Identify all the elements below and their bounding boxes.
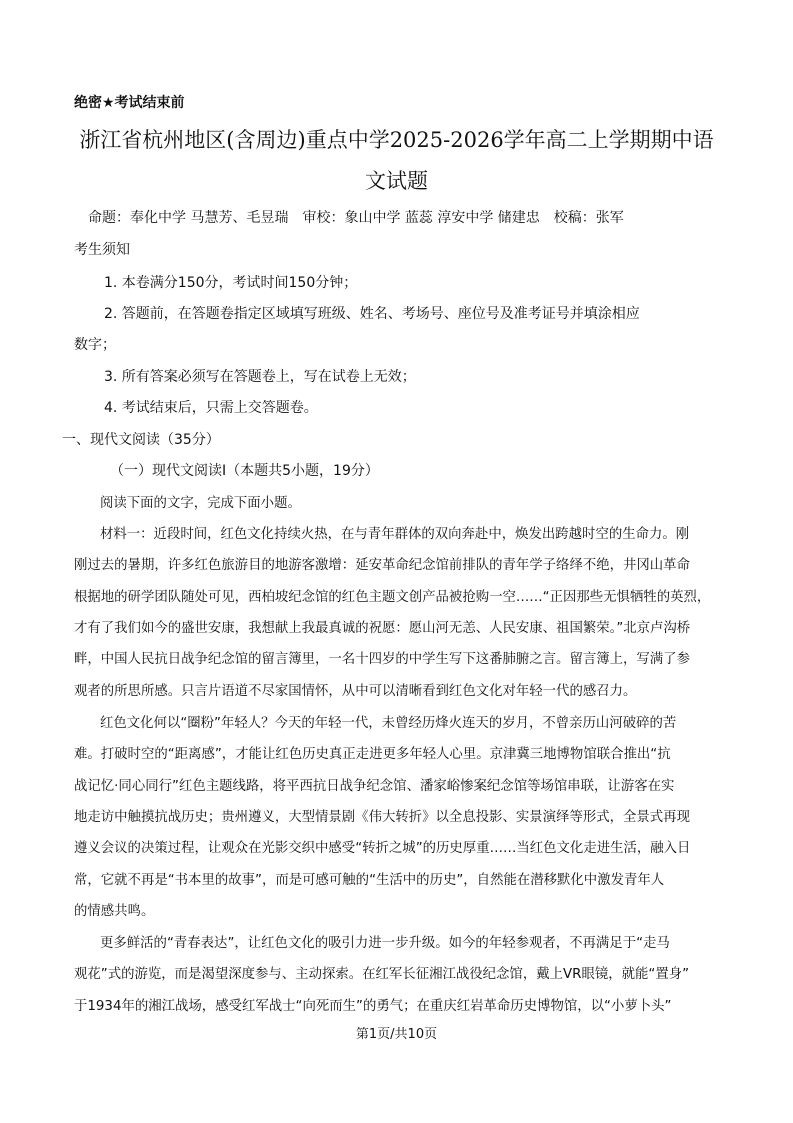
material-line: 难。打破时空的“距离感”，才能让红色历史真正走进更多年轻人心里。京津冀三地博物馆联合推出“抗: [74, 747, 671, 762]
section-heading: 一、现代文阅读（35分）: [62, 432, 220, 448]
page-title-continued: 文试题: [365, 169, 428, 193]
notice-item: 2. 答题前，在答题卷指定区域填写班级、姓名、考场号、座位号及准考证号并填涂相应: [104, 306, 640, 322]
material-line: 刚过去的暑期，许多红色旅游目的地游客激增：延安革命纪念馆前排队的青年学子络绎不绝，井冈山革命: [74, 558, 690, 573]
material-line: 观花”式的游览，而是渴望深度参与、主动探索。在红军长征湘江战役纪念馆，戴上VR眼镜，就能“置身”: [74, 967, 690, 982]
material-line: 根据地的研学团队随处可见，西柏坡纪念馆的红色主题文创产品被抢购一空……“正因那些无惧牺牲的英烈，: [74, 590, 711, 605]
notice-item: 数字；: [74, 337, 116, 353]
material-line: 畔，中国人民抗日战争纪念馆的留言簿里，一名十四岁的中学生写下这番肺腑之言。留言簿上，写满了参: [74, 652, 690, 667]
notice-item: 1. 本卷满分150分，考试时间150分钟；: [104, 275, 358, 291]
notice-item: 3. 所有答案必须写在答题卷上，写在试卷上无效；: [104, 369, 416, 385]
material-line: 遵义会议的决策过程，让观众在光影交织中感受“转折之城”的历史厚重……当红色文化走进生活，融入日: [74, 841, 691, 856]
material-line: 战记忆·同心同行”红色主题线路，将平西抗日战争纪念馆、潘家峪惨案纪念馆等场馆串联，让游客在实: [74, 779, 675, 794]
page-title: 浙江省杭州地区(含周边)重点中学2025-2026学年高二上学期期中语: [79, 128, 714, 152]
section-sub-heading: （一）现代文阅读Ⅰ（本题共5小题，19分）: [110, 463, 379, 479]
material-line: 红色文化何以“圈粉”年轻人？今天的年轻一代，未曾经历烽火连天的岁月，不曾亲历山河破碎的苦: [100, 716, 677, 731]
notice-heading: 考生须知: [74, 242, 130, 258]
material-line: 常，它就不再是“书本里的故事”，而是可感可触的“生活中的历史”，自然能在潜移默化中激发青年人: [74, 873, 665, 888]
material-line: 地走访中触摸抗战历史；贵州遵义，大型情景剧《伟大转折》以全息投影、实景演绎等形式，全景式再现: [74, 810, 690, 825]
secret-label: 绝密★考试结束前: [74, 95, 185, 111]
material-line: 观者的所思所感。只言片语道不尽家国情怀，从中可以清晰看到红色文化对年轻一代的感召力。: [74, 684, 637, 699]
page-footer: 第1页/共10页: [355, 1027, 438, 1042]
material-line: 才有了我们如今的盛世安康，我想献上我最真诚的祝愿：愿山河无恙、人民安康、祖国繁荣。”北京卢沟桥: [74, 621, 691, 636]
material-line: 材料一：近段时间，红色文化持续火热，在与青年群体的双向奔赴中，焕发出跨越时空的生命力。刚: [100, 527, 690, 542]
notice-item: 4. 考试结束后，只需上交答题卷。: [104, 400, 318, 416]
instruction-text: 阅读下面的文字，完成下面小题。: [100, 496, 301, 511]
material-line: 更多鲜活的“青春表达”，让红色文化的吸引力进一步升级。如今的年轻参观者，不再满足于“走马: [100, 936, 670, 951]
material-line: 的情感共鸣。: [74, 904, 155, 919]
material-line: 于1934年的湘江战场，感受红军战士“向死而生”的勇气；在重庆红岩革命历史博物馆，以“小萝卜头”: [74, 999, 672, 1014]
credits-line: 命题：奉化中学 马慧芳、毛昱瑞 审校：象山中学 蓝蕊 淳安中学 储建忠 校稿：张军: [88, 210, 624, 226]
